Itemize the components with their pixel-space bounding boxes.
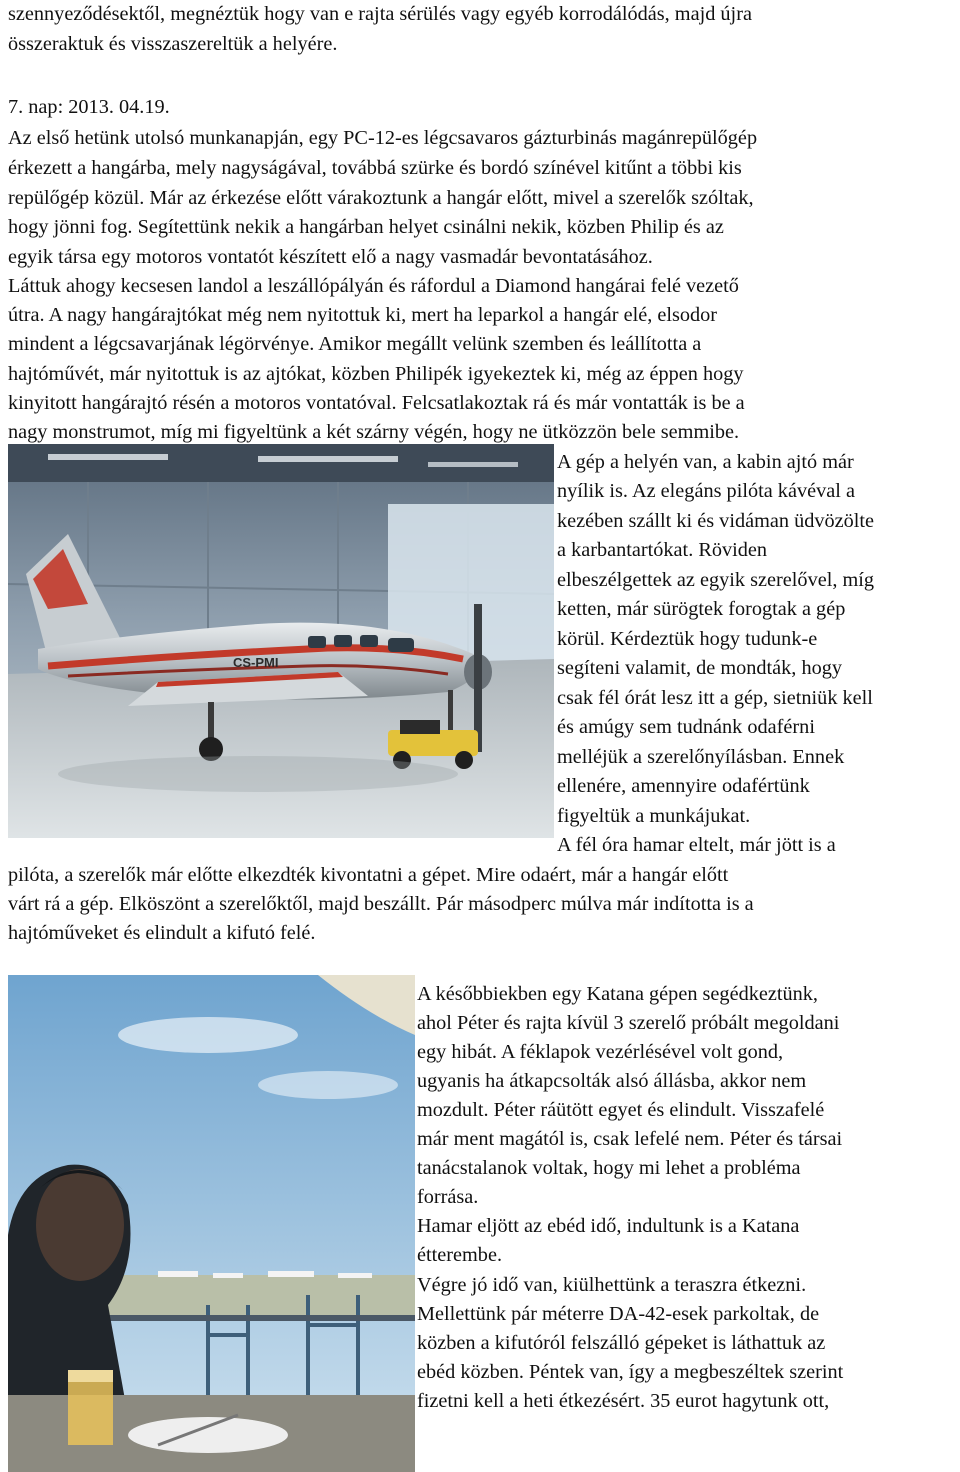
text-line: egyik társa egy motoros vontatót készített elő a nagy vasmadár bevontatásához.	[8, 246, 653, 268]
text-line: hajtóművét, már nyitottuk is az ajtókat, közben Philipék igyekeztek ki, még az éppen hogy	[8, 363, 744, 385]
text-line: A fél óra hamar eltelt, már jött is a	[557, 834, 836, 856]
text-line: kinyitott hangárajtó résén a motoros vontatóval. Felcsatlakoztak rá és már vontatták is be a	[8, 392, 745, 414]
text-line: Láttuk ahogy kecsesen landol a leszállópályán és ráfordul a Diamond hangárai felé vezető	[8, 275, 739, 297]
text-line: ugyanis ha átkapcsolták alsó állásba, akkor nem	[417, 1070, 807, 1092]
text-line: csak fél órát lesz itt a gép, sietniük kell	[557, 687, 873, 709]
text-line: tanácstalanok voltak, hogy mi lehet a probléma	[417, 1157, 801, 1179]
text-line: elbeszélgettek az egyik szerelővel, míg	[557, 569, 875, 591]
text-line: segíteni valamit, de mondták, hogy	[557, 657, 843, 679]
text-line: A gép a helyén van, a kabin ajtó már	[557, 451, 854, 473]
day-heading: 7. nap: 2013. 04.19.	[8, 96, 170, 118]
terrace-lunch-photo	[8, 975, 415, 1472]
text-line: összeraktuk és visszaszereltük a helyére.	[8, 33, 338, 55]
text-line: várt rá a gép. Elköszönt a szerelőktől, majd beszállt. Pár másodperc múlva már indította is a	[8, 893, 754, 915]
text-line: fizetni kell a heti étkezésért. 35 eurot hagytunk ott,	[417, 1390, 830, 1412]
aircraft-registration: CS-PMI	[233, 655, 279, 670]
text-line: ahol Péter és rajta kívül 3 szerelő próbált megoldani	[417, 1012, 840, 1034]
aircraft-hangar-photo	[8, 444, 554, 838]
text-line: figyeltük a munkájukat.	[557, 805, 751, 827]
text-line: és amúgy sem tudnánk odaférni	[557, 716, 815, 738]
text-line: mozdult. Péter ráütött egyet és elindult. Visszafelé	[417, 1099, 825, 1121]
text-line: már ment magától is, csak lefelé nem. Péter és társai	[417, 1128, 843, 1150]
text-line: Az első hetünk utolsó munkanapján, egy PC-12-es légcsavaros gázturbinás magánrepülőgép	[8, 127, 758, 149]
text-line: A későbbiekben egy Katana gépen segédkeztünk,	[417, 983, 818, 1005]
text-line: Hamar eljött az ebéd idő, indultunk is a Katana	[417, 1215, 800, 1237]
text-line: étterembe.	[417, 1244, 503, 1266]
text-line: nagy monstrumot, míg mi figyeltünk a két szárny végén, hogy ne ütközzön bele semmibe.	[8, 421, 740, 443]
text-line: Végre jó idő van, kiülhettünk a teraszra étkezni.	[417, 1274, 807, 1296]
text-line: mindent a légcsavarjának légörvénye. Amikor megállt velünk szemben és leállította a	[8, 333, 702, 355]
text-line: közben a kifutóról felszálló gépeket is láthattuk az	[417, 1332, 826, 1354]
text-line: a karbantartókat. Röviden	[557, 539, 768, 561]
terrace-lunch-illustration	[8, 975, 415, 1472]
text-line: útra. A nagy hangárajtókat még nem nyitottuk ki, mert ha leparkol a hangár elé, elsodor	[8, 304, 718, 326]
text-line: hogy jönni fog. Segítettünk nekik a hangárban helyet csinálni nekik, közben Philip és az	[8, 216, 724, 238]
text-line: forrása.	[417, 1186, 479, 1208]
text-line: ketten, már sürögtek forogtak a gép	[557, 598, 846, 620]
text-line: körül. Kérdeztük hogy tudunk-e	[557, 628, 818, 650]
text-line: Mellettünk pár méterre DA-42-esek parkoltak, de	[417, 1303, 820, 1325]
text-line: pilóta, a szerelők már előtte elkezdték kivontatni a gépet. Mire odaért, már a hangár előtt	[8, 864, 729, 886]
text-line: repülőgép közül. Már az érkezése előtt várakoztunk a hangár előtt, mivel a szerelők szóltak,	[8, 187, 754, 209]
text-line: egy hibát. A féklapok vezérlésével volt gond,	[417, 1041, 784, 1063]
text-line: érkezett a hangárba, mely nagyságával, továbbá szürke és bordó színével kitűnt a többi kis	[8, 157, 742, 179]
text-line: ebéd közben. Péntek van, így a megbeszéltek szerint	[417, 1361, 844, 1383]
text-line: nyílik is. Az elegáns pilóta kávéval a	[557, 480, 855, 502]
text-line: hajtóműveket és elindult a kifutó felé.	[8, 922, 316, 944]
text-line: melléjük a szerelőnyílásban. Ennek	[557, 746, 845, 768]
text-line: ellenére, amennyire odafértünk	[557, 775, 810, 797]
aircraft-hangar-illustration	[8, 444, 554, 838]
text-line: szennyeződésektől, megnéztük hogy van e rajta sérülés vagy egyéb korrodálódás, majd újra	[8, 3, 752, 25]
text-line: kezében szállt ki és vidáman üdvözölte	[557, 510, 875, 532]
